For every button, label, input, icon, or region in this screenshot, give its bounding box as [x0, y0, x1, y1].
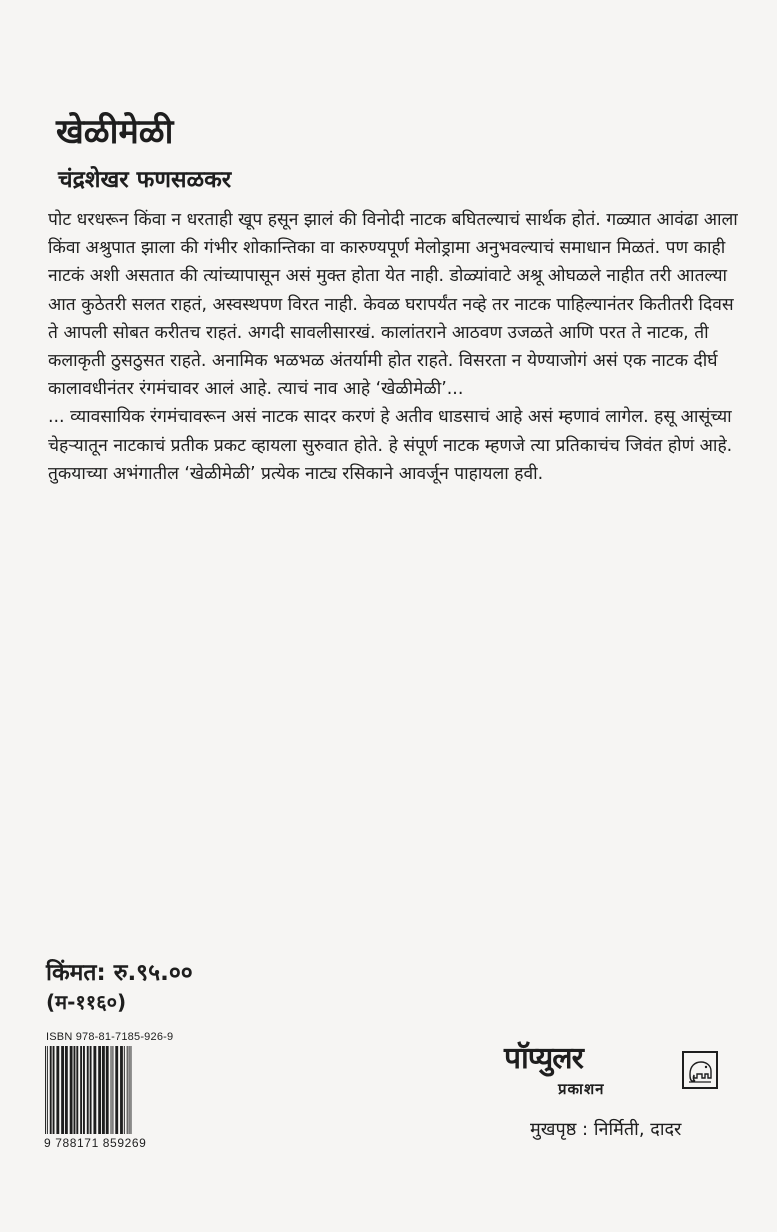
barcode-bar — [124, 1046, 125, 1134]
back-cover-blurb — [48, 206, 748, 488]
blurb-paragraph-1: पोट धरधरून किंवा न धरताही खूप हसून झालं की विनोदी नाटक बघितल्याचं सार्थक होतं. गळ्यात आवंढा आला किंवा अश्रुपात झाला की गंभीर शोकान्तिका वा कारुण्यपूर्ण मेलोड्रामा अनुभवल्याचं समाधान मिळतं. पण काही नाटकं अशी असतात की त्यांच्यापासून असं मुक्त होता येत नाही. डोळ्यांवाटे अश्रू ओघळले नाहीत तरी आतल्या आत कुठेतरी सलत राहतं, अस्वस्थपण विरत नाही. केवळ घरापर्यंत नव्हे तर नाटक पाहिल्यानंतर कितीतरी दिवस ते आपली सोबत करीतच राहतं. अगदी सावलीसारखं. कालांतराने आठवण उजळते आणि परत ते नाटक, ती कलाकृती ठुसठुसत राहते. अनामिक भळभळ अंतर्यामी होत राहते. विसरता न येण्याजोगं असं एक नाटक दीर्घ कालावधीनंतर रंगमंचावर आलं आहे. त्याचं नाव आहे ‘खेळीमेळी’... — [48, 210, 738, 400]
barcode-bar — [65, 1046, 68, 1134]
price-label: किंमत: रु.९५.०० — [46, 960, 193, 986]
barcode-bar — [129, 1046, 130, 1134]
barcode-bar — [74, 1046, 76, 1134]
barcode-bar — [76, 1046, 78, 1134]
publisher-logo — [504, 1043, 734, 1113]
barcode-bar — [111, 1046, 112, 1134]
isbn-number: ISBN 978-81-7185-926-9 — [46, 1031, 174, 1043]
publisher-name: पॉप्युलर — [504, 1041, 583, 1076]
author-name: चंद्रशेखर फणसळकर — [58, 167, 232, 193]
barcode-bar — [56, 1046, 59, 1134]
barcode-bar — [47, 1046, 48, 1134]
barcode-bar — [90, 1046, 92, 1134]
barcode-digits: 9 788171 859269 — [44, 1136, 147, 1150]
barcode-bar — [112, 1046, 113, 1134]
barcode-bar — [45, 1046, 46, 1134]
barcode-bar — [70, 1046, 73, 1134]
barcode-bar — [80, 1046, 82, 1134]
barcode-bar — [53, 1046, 55, 1134]
barcode-bar — [127, 1046, 128, 1134]
barcode-bar — [50, 1046, 52, 1134]
barcode-bar — [120, 1046, 123, 1134]
publisher-subtitle: प्रकाशन — [558, 1080, 605, 1098]
barcode-icon — [44, 1046, 160, 1134]
barcode-bar — [131, 1046, 132, 1134]
barcode-bar — [93, 1046, 96, 1134]
book-title: खेळीमेळी — [56, 112, 174, 152]
barcode-bar — [106, 1046, 109, 1134]
blurb-paragraph-2: ... व्यावसायिक रंगमंचावरून असं नाटक सादर करणं हे अतीव धाडसाचं आहे असं म्हणावं लागेल. हसू आसूंच्या चेहऱ्यातून नाटकाचं प्रतीक प्रकट व्हायला सुरुवात होते. हे संपूर्ण नाटक म्हणजे त्या प्रतिकाचंच जिवंत होणं आहे. तुकयाच्या अभंगातील ‘खेळीमेळी’ प्रत्येक नाट्य रसिकाने आवर्जून पाहायला हवी. — [48, 407, 733, 484]
barcode-bar — [87, 1046, 89, 1134]
cover-credit: मुखपृष्ठ : निर्मिती, दादर — [530, 1119, 682, 1140]
barcode-bar — [102, 1046, 105, 1134]
barcode-bar — [83, 1046, 85, 1134]
catalog-code: (म-११६०) — [46, 990, 127, 1014]
barcode-bar — [115, 1046, 118, 1134]
elephant-icon — [682, 1051, 718, 1089]
barcode-bar — [61, 1046, 64, 1134]
barcode-bar — [98, 1046, 101, 1134]
